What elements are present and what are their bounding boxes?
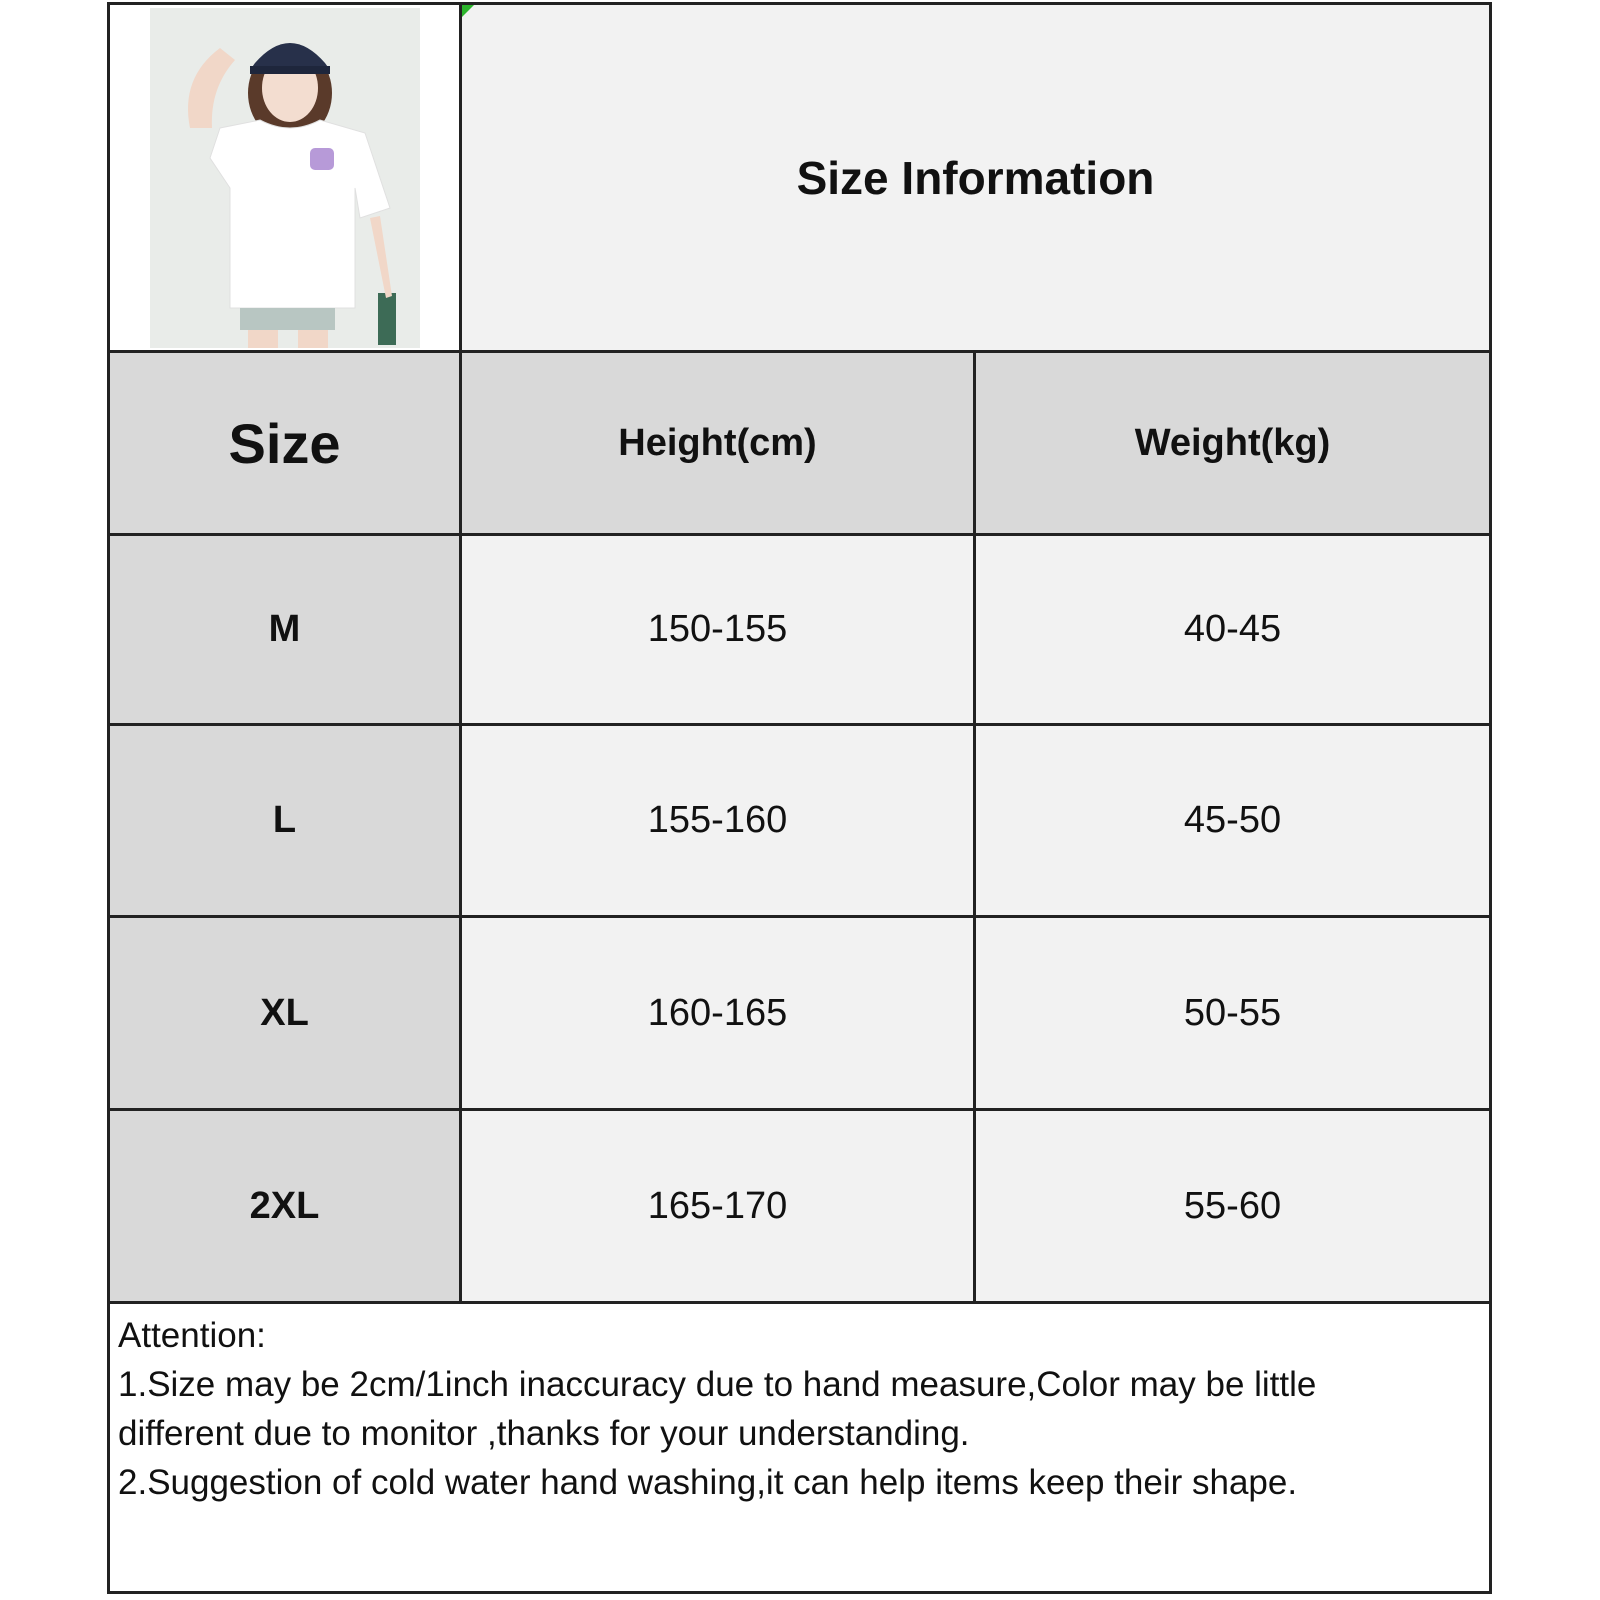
corner-marker <box>462 5 474 17</box>
weight-cell: 45-50 <box>976 726 1489 915</box>
table-row <box>110 1111 1489 1304</box>
weight-cell: 40-45 <box>976 536 1489 723</box>
page-title: Size Information <box>462 5 1489 350</box>
notes-line: 1.Size may be 2cm/1inch inaccuracy due to hand measure,Color may be little <box>118 1365 1317 1404</box>
size-cell: XL <box>110 918 462 1108</box>
size-cell: L <box>110 726 462 915</box>
product-photo <box>110 5 462 350</box>
table-header-row <box>110 353 1489 536</box>
notes-heading: Attention: <box>118 1316 266 1355</box>
height-cell: 155-160 <box>462 726 976 915</box>
model-tshirt-photo <box>150 8 420 348</box>
size-chart-sheet <box>107 2 1492 1594</box>
column-header-size: Size <box>110 353 462 533</box>
table-row <box>110 536 1489 726</box>
weight-cell: 55-60 <box>976 1111 1489 1301</box>
height-cell: 165-170 <box>462 1111 976 1301</box>
size-cell: M <box>110 536 462 723</box>
table-row <box>110 726 1489 918</box>
attention-notes <box>110 1305 1489 1513</box>
table-row <box>110 918 1489 1111</box>
column-header-height: Height(cm) <box>462 353 976 533</box>
column-header-weight: Weight(kg) <box>976 353 1489 533</box>
height-cell: 160-165 <box>462 918 976 1108</box>
title-row <box>110 5 1489 353</box>
weight-cell: 50-55 <box>976 918 1489 1108</box>
height-cell: 150-155 <box>462 536 976 723</box>
size-cell: 2XL <box>110 1111 462 1301</box>
notes-line: 2.Suggestion of cold water hand washing,it can help items keep their shape. <box>118 1463 1298 1502</box>
notes-line: different due to monitor ,thanks for your understanding. <box>118 1414 970 1453</box>
